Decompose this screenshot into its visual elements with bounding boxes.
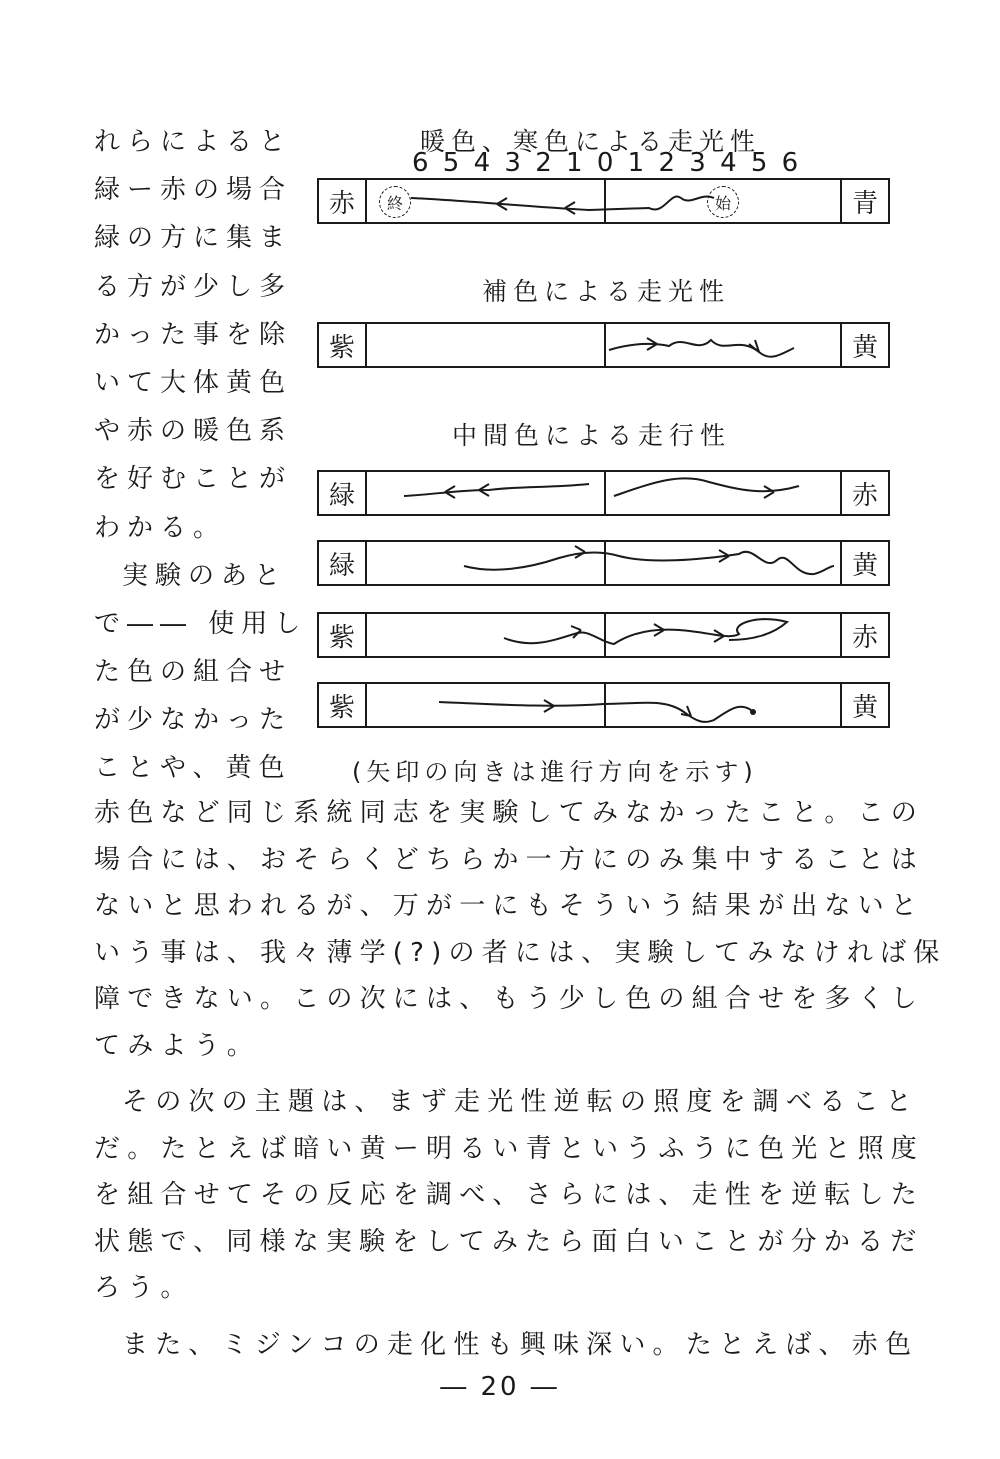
movement-path	[319, 614, 892, 660]
left-color-label: 緑	[319, 542, 367, 584]
body-text	[94, 790, 947, 1368]
right-color-label: 黄	[840, 684, 888, 726]
left-color-label: 赤	[319, 180, 367, 222]
text-line: を組合せてその反応を調べ、さらには、走性を逆転した	[94, 1180, 925, 1210]
right-color-label: 黄	[840, 542, 888, 584]
right-color-label: 青	[840, 180, 888, 222]
text-line: いて大体黄色	[94, 367, 293, 398]
text-line: いう事は、我々薄学(?)の者には、実験してみなければ保	[94, 937, 947, 968]
text-line: わかる。	[94, 512, 227, 543]
right-color-label: 黄	[840, 324, 888, 366]
text-line: で―― 使用し	[94, 608, 308, 639]
text-line: てみよう。	[94, 1030, 261, 1061]
text-line: 緑の方に集ま	[94, 223, 293, 254]
left-color-label: 紫	[319, 324, 367, 366]
end-marker: 終	[379, 186, 411, 218]
left-color-label: 紫	[319, 684, 367, 726]
diagram-bar-red-blue	[317, 178, 890, 224]
diagram-bar-green-red	[317, 470, 890, 516]
figure-caption: (矢印の向きは進行方向を示す)	[352, 758, 758, 786]
text-line: ないと思われるが、万が一にもそういう結果が出ないと	[94, 891, 925, 921]
page-number: ― 20 ―	[440, 1372, 560, 1402]
left-color-label: 紫	[319, 614, 367, 656]
left-text-column	[94, 118, 308, 793]
text-line: を好むことが	[94, 464, 293, 495]
movement-path	[319, 684, 892, 730]
text-line: 緑ー赤の場合	[94, 175, 293, 206]
movement-path	[319, 472, 892, 518]
movement-path	[319, 542, 892, 588]
diagram-bar-purple-red	[317, 612, 890, 658]
start-marker: 始	[707, 186, 739, 218]
text-line: また、ミジンコの走化性も興味深い。たとえば、赤色	[122, 1329, 919, 1360]
text-line: れらによると	[94, 127, 293, 157]
figure-title-warm-cold: 暖色、寒色による走光性	[420, 127, 762, 156]
text-line: が少なかった	[94, 705, 293, 736]
left-color-label: 緑	[319, 472, 367, 514]
text-line: ろう。	[94, 1273, 194, 1303]
diagram-bar-purple-yellow	[317, 322, 890, 368]
text-line: だ。たとえば暗い黄ー明るい青というふうに色光と照度	[94, 1133, 925, 1164]
text-line: ことや、黄色	[94, 753, 292, 784]
text-line: 赤色など同じ系統同志を実験してみなかったこと。この	[94, 798, 925, 828]
text-line: 状態で、同様な実験をしてみたら面白いことが分かるだ	[94, 1226, 924, 1257]
text-line: かった事を除	[94, 319, 293, 350]
movement-path	[319, 324, 892, 370]
text-line: その次の主題は、まず走光性逆転の照度を調べること	[122, 1087, 919, 1117]
text-line: 実験のあと	[122, 560, 288, 591]
figure-scale: 6 5 4 3 2 1 0 1 2 3 4 5 6	[412, 148, 802, 178]
right-color-label: 赤	[840, 614, 888, 656]
text-line: 場合には、おそらくどちらか一方にのみ集中することは	[94, 844, 925, 875]
right-color-label: 赤	[840, 472, 888, 514]
text-line: 障できない。この次には、もう少し色の組合せを多くし	[94, 984, 925, 1014]
figure-title-complementary: 補色による走光性	[482, 277, 731, 306]
text-line: る方が少し多	[94, 271, 293, 302]
movement-path	[319, 180, 892, 226]
diagram-bar-purple-yellow-2	[317, 682, 890, 728]
text-line: や赤の暖色系	[94, 416, 293, 447]
diagram-bar-green-yellow	[317, 540, 890, 586]
text-line: た色の組合せ	[94, 657, 293, 688]
figure-title-intermediate: 中間色による走行性	[452, 421, 732, 450]
